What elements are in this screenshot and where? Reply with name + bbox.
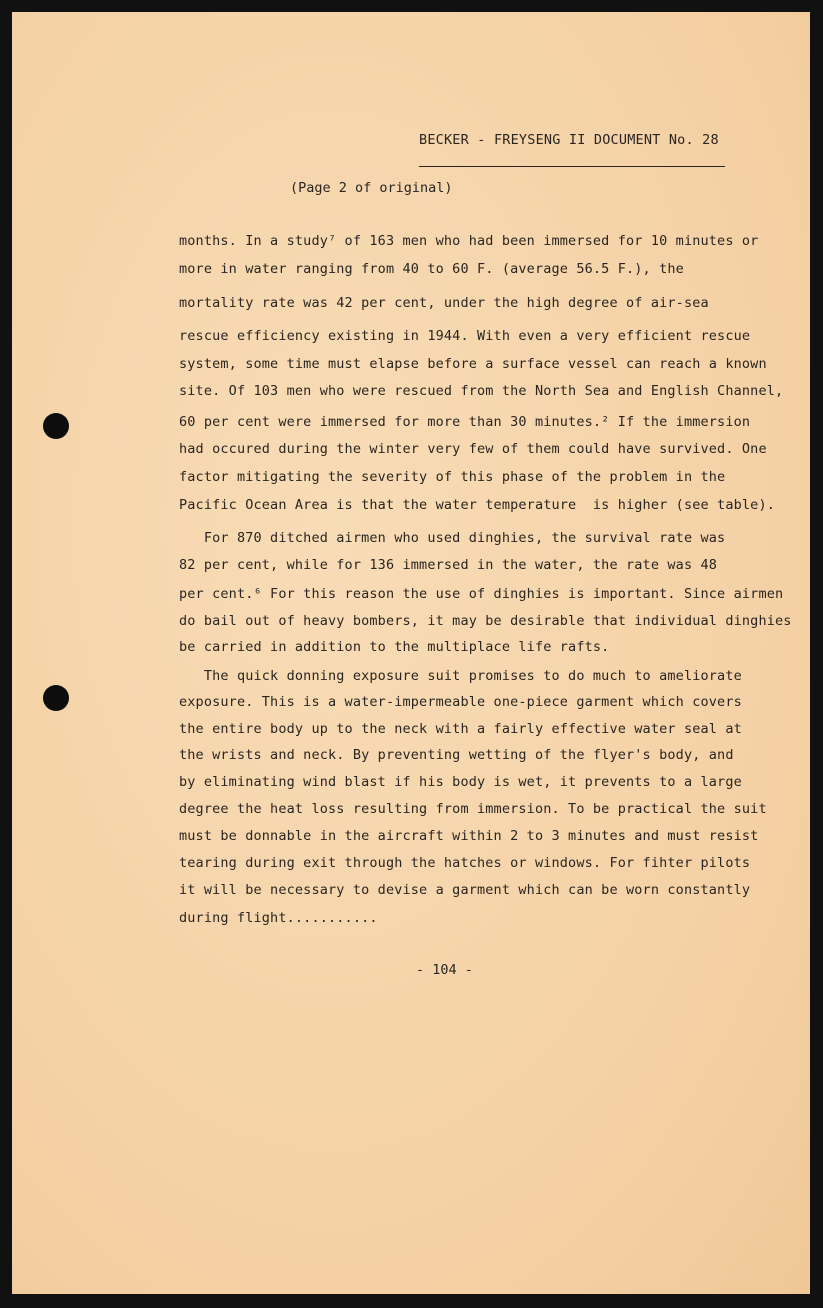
body-line: by eliminating wind blast if his body is wet, it prevents to a large [179,774,742,790]
body-line: rescue efficiency existing in 1944. With even a very efficient rescue [179,328,751,344]
body-line: the wrists and neck. By preventing wetting of the flyer's body, and [179,747,734,763]
body-line: factor mitigating the severity of this phase of the problem in the [179,469,726,485]
body-line: per cent.⁶ For this reason the use of dinghies is important. Since airmen [179,586,784,602]
body-line: degree the heat loss resulting from immersion. To be practical the suit [179,801,767,817]
body-line: mortality rate was 42 per cent, under the high degree of air-sea [179,295,709,311]
body-line: do bail out of heavy bombers, it may be desirable that individual dinghies [179,613,792,629]
header-underline [419,166,725,167]
body-line: tearing during exit through the hatches or windows. For fihter pilots [179,855,751,871]
body-line: The quick donning exposure suit promises to do much to ameliorate [179,668,742,684]
body-line: more in water ranging from 40 to 60 F. (average 56.5 F.), the [179,261,684,277]
body-line: be carried in addition to the multiplace life rafts. [179,639,610,655]
page-note: (Page 2 of original) [290,180,453,196]
body-line: exposure. This is a water-impermeable one-piece garment which covers [179,694,742,710]
body-line: 60 per cent were immersed for more than 30 minutes.² If the immersion [179,414,751,430]
body-line: system, some time must elapse before a surface vessel can reach a known [179,356,767,372]
body-line: had occured during the winter very few of them could have survived. One [179,441,767,457]
body-line: it will be necessary to devise a garment which can be worn constantly [179,882,751,898]
document-id-header: BECKER - FREYSENG II DOCUMENT No. 28 [419,132,719,148]
body-line: For 870 ditched airmen who used dinghies, the survival rate was [179,530,726,546]
page-number: - 104 - [416,962,473,978]
body-line: the entire body up to the neck with a fairly effective water seal at [179,721,742,737]
body-line: site. Of 103 men who were rescued from the North Sea and English Channel, [179,383,784,399]
body-line: Pacific Ocean Area is that the water temperature is higher (see table). [179,497,775,513]
document-page [12,12,810,1294]
punch-hole-upper [43,413,69,439]
body-line: during flight........... [179,910,378,926]
body-line: 82 per cent, while for 136 immersed in the water, the rate was 48 [179,557,718,573]
body-line: months. In a study⁷ of 163 men who had been immersed for 10 minutes or [179,233,759,249]
punch-hole-lower [43,685,69,711]
body-line: must be donnable in the aircraft within 2 to 3 minutes and must resist [179,828,759,844]
